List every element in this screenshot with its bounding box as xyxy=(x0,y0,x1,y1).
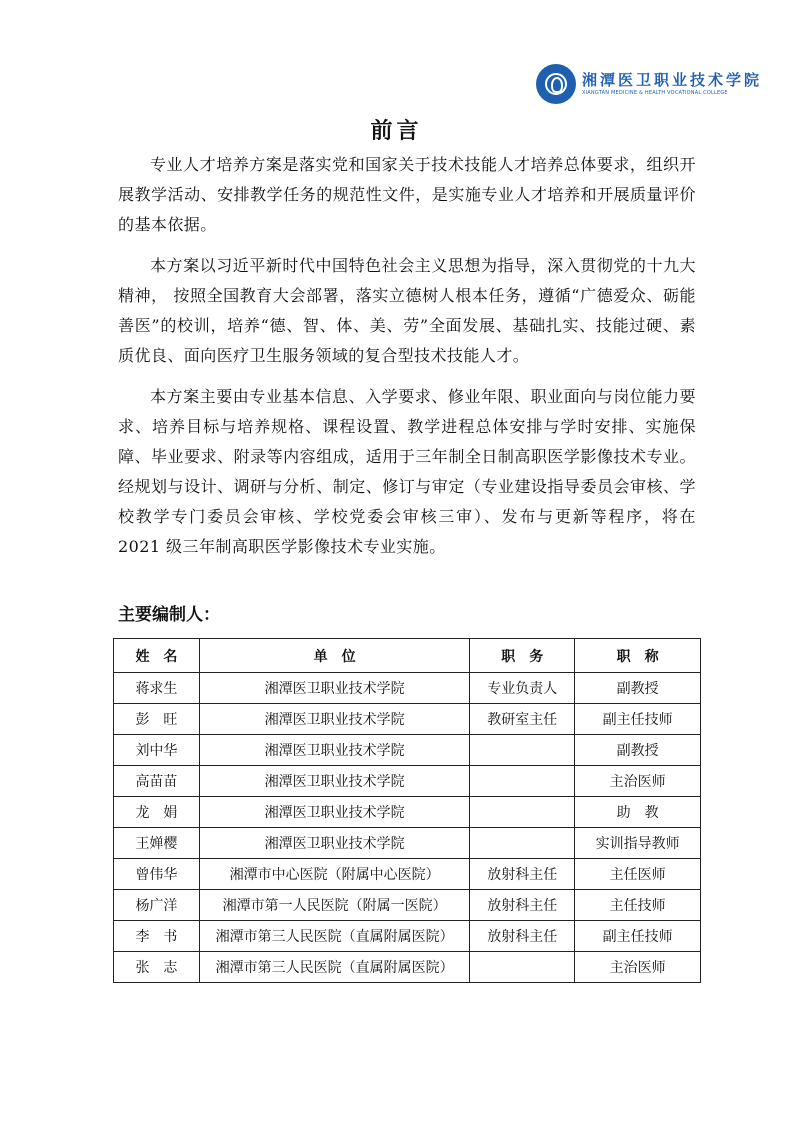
table-body xyxy=(114,673,701,983)
header-title: 职称 xyxy=(575,639,701,673)
cell-name: 蒋求生 xyxy=(114,673,200,704)
college-logo xyxy=(536,64,762,104)
logo-chinese-name: 湘潭医卫职业技术学院 xyxy=(582,71,763,89)
preface-body xyxy=(118,150,696,573)
cell-position xyxy=(470,952,575,983)
table-row xyxy=(114,797,701,828)
college-seal-icon xyxy=(536,64,576,104)
paragraph: 本方案主要由专业基本信息、入学要求、修业年限、职业面向与岗位能力要求、培养目标与培养规格、课程设置、教学进程总体安排与学时安排、实施保障、毕业要求、附录等内容组成，适用于三年制全日制高职医学影像技术专业。经规划与设计、调研与分析、制定、修订与审定（专业建设指导委员会审核、学校教学专门委员会审核、学校党委会审核三审）、发布与更新等程序，将在 2021 级三年制高职医学影像技术专业实施。 xyxy=(118,387,696,556)
cell-position: 放射科主任 xyxy=(470,890,575,921)
cell-unit: 湘潭医卫职业技术学院 xyxy=(199,797,470,828)
cell-position: 教研室主任 xyxy=(470,704,575,735)
cell-title: 副教授 xyxy=(575,673,701,704)
cell-name: 龙 娟 xyxy=(114,797,200,828)
cell-title: 实训指导教师 xyxy=(575,828,701,859)
cell-title: 副主任技师 xyxy=(575,704,701,735)
cell-unit: 湘潭市第三人民医院（直属附属医院） xyxy=(199,921,470,952)
table-row xyxy=(114,890,701,921)
logo-english-name: XIANGTAN MEDICINE & HEALTH VOCATIONAL COLLEGE xyxy=(582,90,728,96)
cell-position: 专业负责人 xyxy=(470,673,575,704)
cell-title: 副教授 xyxy=(575,735,701,766)
cell-position xyxy=(470,766,575,797)
cell-unit: 湘潭市第三人民医院（直属附属医院） xyxy=(199,952,470,983)
cell-position xyxy=(470,828,575,859)
cell-title: 副主任技师 xyxy=(575,921,701,952)
paragraph: 本方案以习近平新时代中国特色社会主义思想为指导，深入贯彻党的十九大精神， 按照全国教育大会部署，落实立德树人根本任务，遵循“广德爱众、砺能善医”的校训，培养“德、智、体、美、劳”全面发展、基础扎实、技能过硬、素质优良、面向医疗卫生服务领域的复合型技术技能人才。 xyxy=(118,256,696,365)
table-row xyxy=(114,952,701,983)
cell-title: 主任医师 xyxy=(575,859,701,890)
table-row xyxy=(114,735,701,766)
cell-unit: 湘潭市中心医院（附属中心医院） xyxy=(199,859,470,890)
cell-unit: 湘潭医卫职业技术学院 xyxy=(199,735,470,766)
cell-position xyxy=(470,797,575,828)
cell-unit: 湘潭医卫职业技术学院 xyxy=(199,766,470,797)
header-name: 姓名 xyxy=(114,639,200,673)
cell-title: 主任技师 xyxy=(575,890,701,921)
cell-name: 王婵樱 xyxy=(114,828,200,859)
cell-name: 李 书 xyxy=(114,921,200,952)
authors-table xyxy=(113,638,701,983)
page-title: 前言 xyxy=(370,118,423,144)
paragraph: 专业人才培养方案是落实党和国家关于技术技能人才培养总体要求，组织开展教学活动、安排教学任务的规范性文件，是实施专业人才培养和开展质量评价的基本依据。 xyxy=(118,155,696,234)
table-row xyxy=(114,828,701,859)
cell-position: 放射科主任 xyxy=(470,859,575,890)
cell-name: 杨广洋 xyxy=(114,890,200,921)
cell-name: 高苗苗 xyxy=(114,766,200,797)
table-row xyxy=(114,704,701,735)
cell-unit: 湘潭医卫职业技术学院 xyxy=(199,673,470,704)
cell-name: 张 志 xyxy=(114,952,200,983)
table-header-row xyxy=(114,639,701,673)
cell-title: 主治医师 xyxy=(575,952,701,983)
cell-position: 放射科主任 xyxy=(470,921,575,952)
cell-name: 刘中华 xyxy=(114,735,200,766)
cell-unit: 湘潭医卫职业技术学院 xyxy=(199,828,470,859)
table-row xyxy=(114,859,701,890)
cell-title: 主治医师 xyxy=(575,766,701,797)
header-unit: 单位 xyxy=(199,639,470,673)
table-row xyxy=(114,673,701,704)
cell-name: 彭 旺 xyxy=(114,704,200,735)
cell-name: 曾伟华 xyxy=(114,859,200,890)
header-position: 职务 xyxy=(470,639,575,673)
cell-position xyxy=(470,735,575,766)
table-row xyxy=(114,921,701,952)
cell-title: 助 教 xyxy=(575,797,701,828)
cell-unit: 湘潭市第一人民医院（附属一医院） xyxy=(199,890,470,921)
table-row xyxy=(114,766,701,797)
cell-unit: 湘潭医卫职业技术学院 xyxy=(199,704,470,735)
authors-heading: 主要编制人： xyxy=(118,605,220,625)
